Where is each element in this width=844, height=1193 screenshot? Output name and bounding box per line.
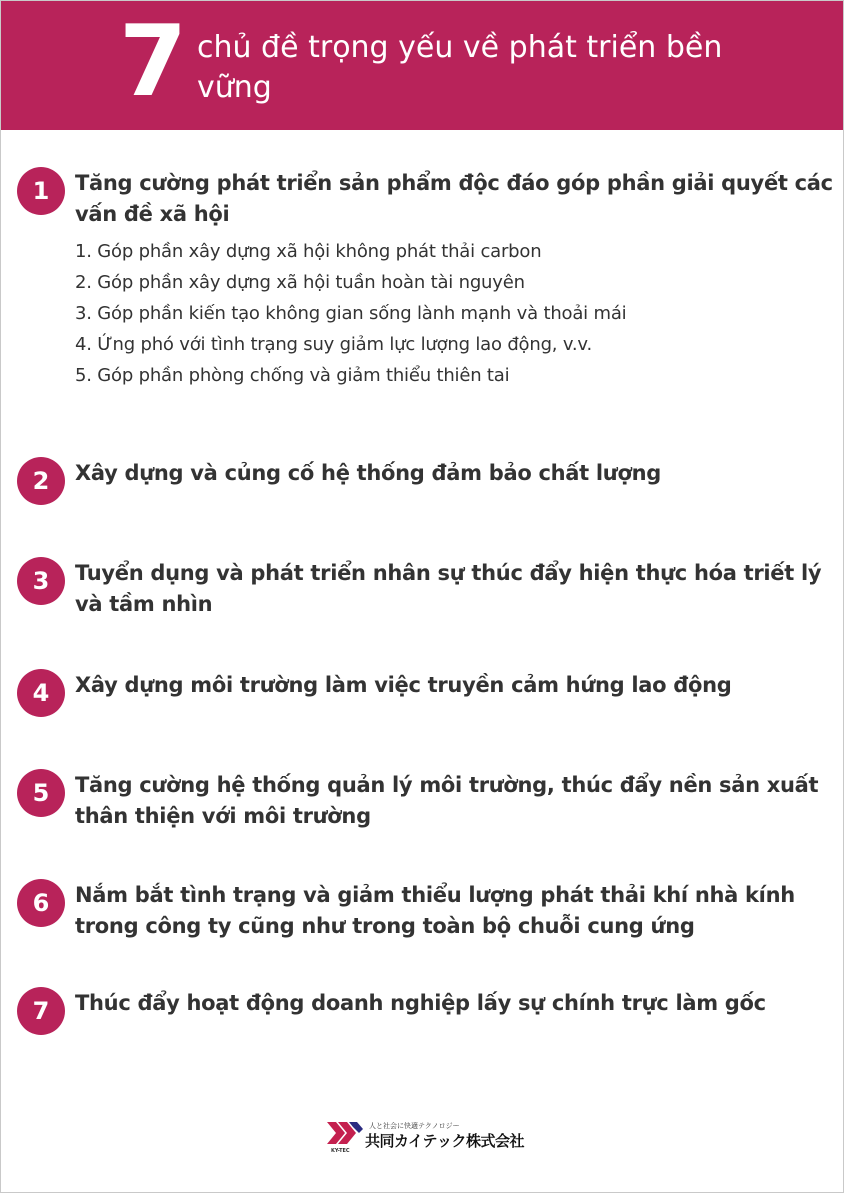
topic-title: Xây dựng môi trường làm việc truyền cảm hứng lao động: [75, 673, 732, 697]
topic-number-badge: 5: [17, 769, 65, 817]
topic-title: Nắm bắt tình trạng và giảm thiểu lượng phát thải khí nhà kính trong công ty cũng như trong toàn bộ chuỗi cung ứng: [75, 883, 795, 938]
subtopic-item: 1. Góp phần xây dựng xã hội không phát thải carbon: [75, 241, 542, 262]
ky-tec-logo-icon: [327, 1118, 363, 1148]
topic-title: Xây dựng và củng cố hệ thống đảm bảo chất lượng: [75, 461, 661, 485]
topic-number-badge: 3: [17, 557, 65, 605]
topic-title: Tăng cường hệ thống quản lý môi trường, thúc đẩy nền sản xuất thân thiện với môi trường: [75, 773, 819, 828]
subtopic-list: [75, 236, 815, 391]
topic-number-badge: 2: [17, 457, 65, 505]
subtopic-item: 5. Góp phần phòng chống và giảm thiểu thiên tai: [75, 365, 510, 386]
logo-tagline: 人と社会に快適テクノロジー: [369, 1122, 460, 1130]
header-title: chủ đề trọng yếu về phát triển bền vững: [197, 30, 723, 105]
header-number: 7: [119, 5, 188, 119]
topic-number-badge: 4: [17, 669, 65, 717]
subtopic-item: 2. Góp phần xây dựng xã hội tuần hoàn tài nguyên: [75, 272, 525, 293]
topic-number-badge: 7: [17, 987, 65, 1035]
logo-abbreviation: KY-TEC: [331, 1148, 350, 1154]
topic-number-badge: 1: [17, 167, 65, 215]
topic-title: Tăng cường phát triển sản phẩm độc đáo góp phần giải quyết các vấn đề xã hội: [75, 171, 833, 226]
topic-title: Thúc đẩy hoạt động doanh nghiệp lấy sự chính trực làm gốc: [75, 991, 766, 1015]
header-banner: [1, 1, 843, 130]
logo-company-name: 共同カイテック株式会社: [365, 1132, 525, 1150]
topic-number-badge: 6: [17, 879, 65, 927]
topic-title: Tuyển dụng và phát triển nhân sự thúc đẩy hiện thực hóa triết lý và tầm nhìn: [75, 561, 822, 616]
company-logo: [327, 1118, 527, 1158]
subtopic-item: 4. Ứng phó với tình trạng suy giảm lực lượng lao động, v.v.: [75, 334, 593, 355]
subtopic-item: 3. Góp phần kiến tạo không gian sống lành mạnh và thoải mái: [75, 303, 627, 324]
